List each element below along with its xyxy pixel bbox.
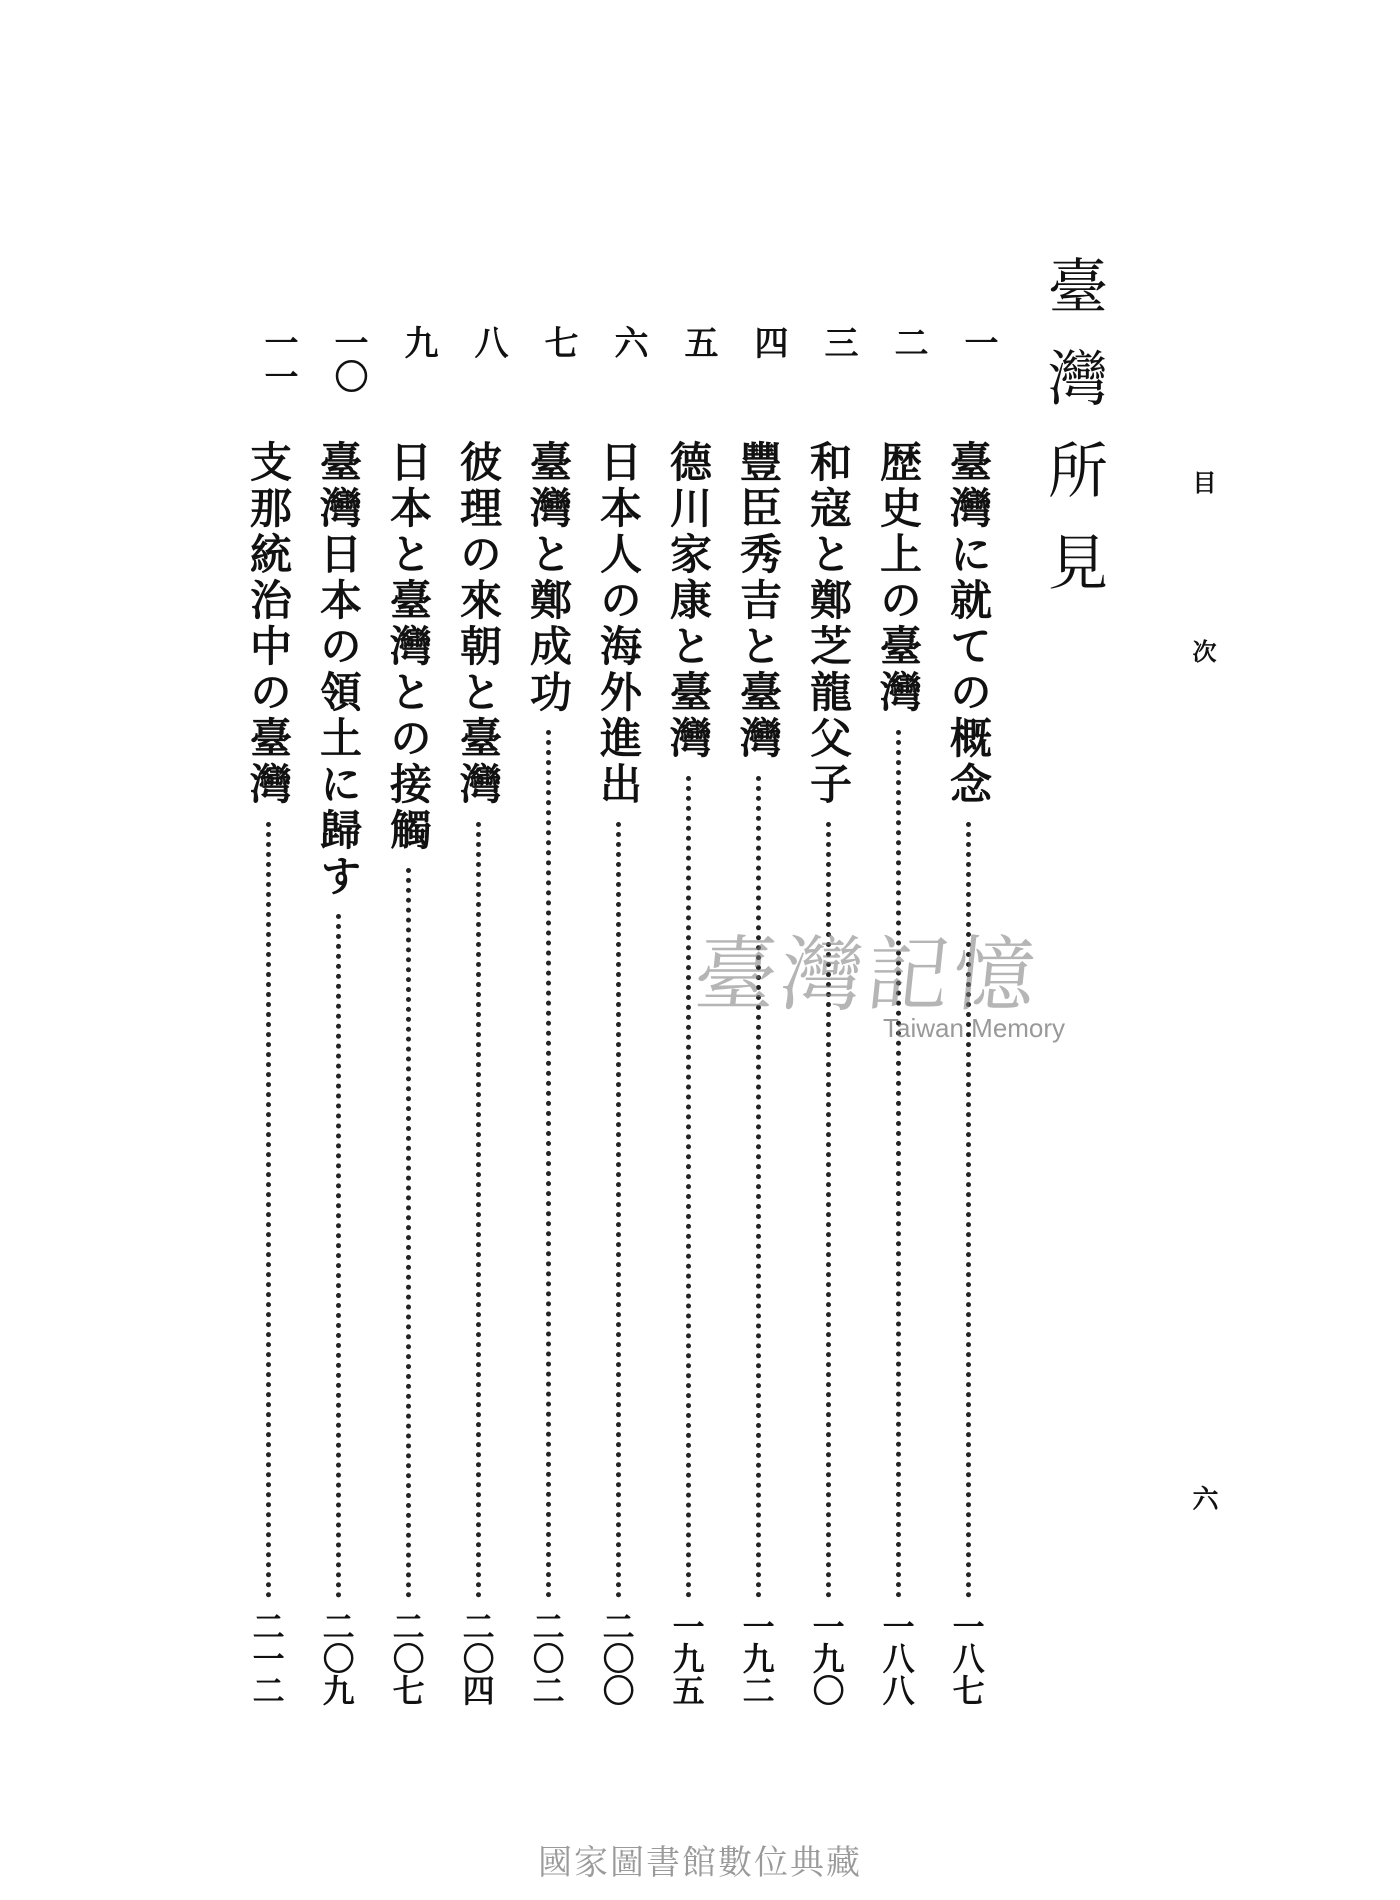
book-title: 臺灣所見 (1038, 255, 1108, 623)
running-header: 目 次 (1188, 470, 1217, 721)
toc-number: 六 (608, 325, 648, 359)
toc-page-number: 二〇〇 (597, 1610, 636, 1706)
toc-page-number: 二〇九 (317, 1610, 356, 1706)
watermark-logo-text: 臺灣記憶 (690, 928, 1045, 1023)
toc-title: 臺灣と鄭成功 (524, 440, 573, 716)
toc-page-number: 一九〇 (807, 1610, 846, 1706)
dot-leader (406, 868, 411, 1598)
dot-leader (896, 730, 901, 1598)
toc-title: 彼理の來朝と臺灣 (454, 440, 503, 808)
toc-page-number: 一九五 (667, 1610, 706, 1706)
toc-entry (314, 325, 368, 1725)
toc-title: 豐臣秀吉と臺灣 (734, 440, 783, 762)
dot-leader (756, 776, 761, 1598)
toc-number: 一 (958, 325, 998, 359)
toc-page-number: 一九二 (737, 1610, 776, 1706)
toc-entry (244, 325, 298, 1725)
dot-leader (616, 822, 621, 1598)
toc-entry (524, 325, 578, 1725)
toc-entry (594, 325, 648, 1725)
toc-page-number: 二〇四 (457, 1610, 496, 1706)
watermark (690, 928, 1095, 1044)
toc-page-number: 二〇二 (527, 1610, 566, 1706)
dot-leader (546, 730, 551, 1598)
toc-title: 日本人の海外進出 (594, 440, 643, 808)
toc-title: 臺灣に就ての概念 (944, 440, 993, 808)
toc-title: 日本と臺灣との接觸 (384, 440, 433, 854)
toc-number: 三 (818, 325, 858, 359)
page-number: 六 (1188, 1485, 1218, 1511)
toc-title: 和寇と鄭芝龍父子 (804, 440, 853, 808)
dot-leader (336, 914, 341, 1598)
toc-number: 五 (678, 325, 718, 359)
watermark-logo-subtitle: Taiwan Memory (883, 1013, 1066, 1043)
toc-title: 臺灣日本の領土に歸す (314, 440, 363, 900)
toc-entry (454, 325, 508, 1725)
toc-page-number: 一八八 (877, 1610, 916, 1706)
toc-entry (384, 325, 438, 1725)
toc-page-number: 一八七 (947, 1610, 986, 1706)
toc-number: 二 (888, 325, 928, 359)
dot-leader (266, 822, 271, 1598)
toc-title: 歴史上の臺灣 (874, 440, 923, 716)
dot-leader (686, 776, 691, 1598)
dot-leader (476, 822, 481, 1598)
footer-credit: 國家圖書館數位典藏 (538, 1843, 862, 1883)
toc-page-number: 二一二 (247, 1610, 286, 1706)
toc-number: 九 (398, 325, 438, 359)
toc-page-number: 二〇七 (387, 1610, 426, 1706)
toc-number: 四 (748, 325, 788, 359)
toc-number: 七 (538, 325, 578, 359)
toc-number: 一〇 (328, 325, 368, 393)
toc-number: 八 (468, 325, 508, 359)
toc-number: 一一 (258, 325, 298, 393)
toc-title: 德川家康と臺灣 (664, 440, 713, 762)
toc-title: 支那統治中の臺灣 (244, 440, 293, 808)
